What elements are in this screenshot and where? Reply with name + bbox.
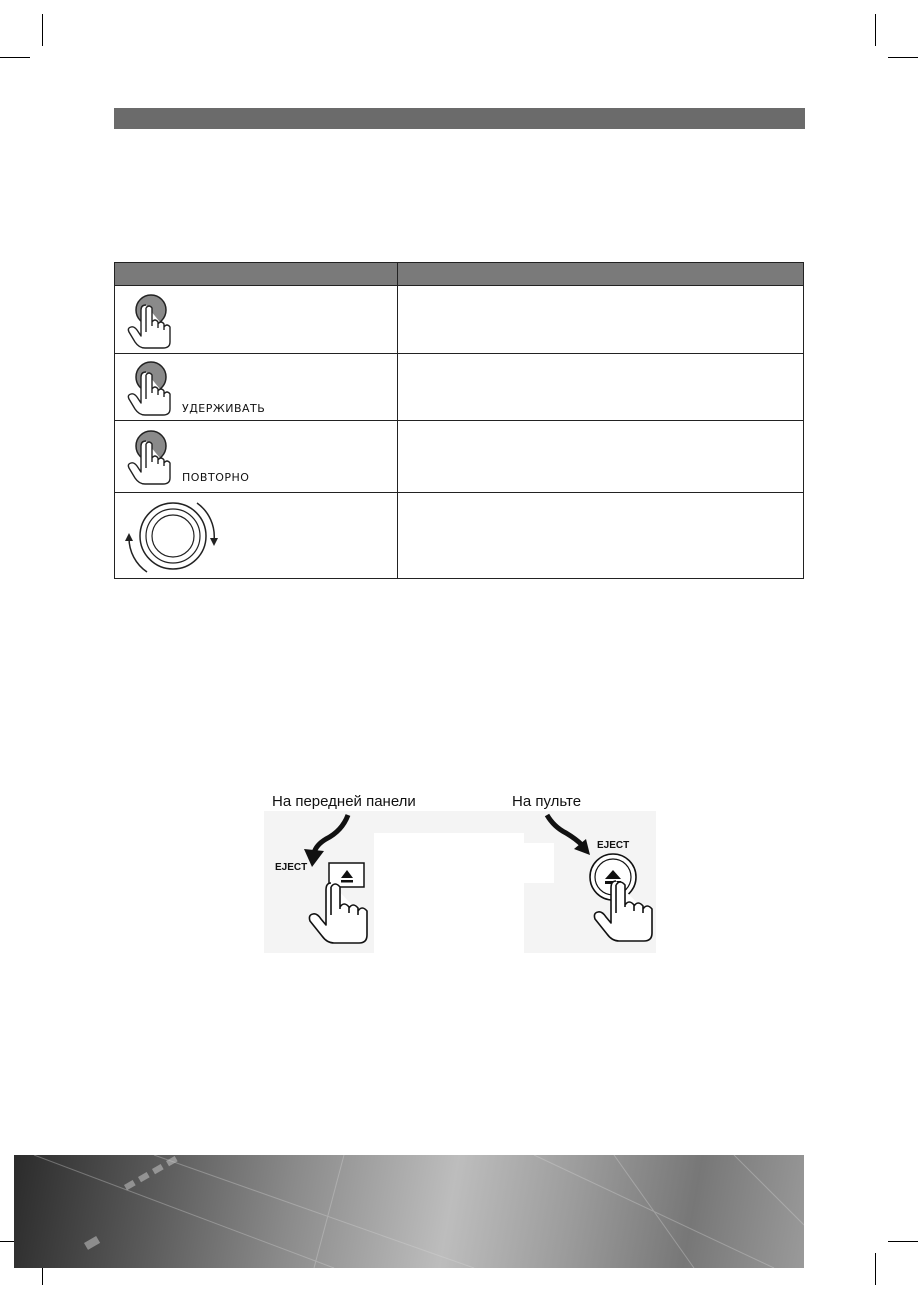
remote-label: На пульте [512,793,582,810]
table-row [115,286,804,354]
crop-mark [42,14,43,46]
table-row [115,354,804,421]
icon-cell [115,286,398,354]
icon-cell [115,354,398,421]
eject-illustration [264,793,656,953]
crop-mark [888,57,918,58]
repeat-mode-label: ПОВТОРНО [182,471,250,484]
footer-decorative-band [14,1155,804,1268]
rotary-knob-icon [115,493,245,579]
table-header-cell [115,263,398,286]
operations-table [114,262,804,579]
table-row [115,493,804,579]
description-cell [398,354,804,421]
footer-texture [14,1155,804,1268]
table-row [115,421,804,493]
hold-mode-label: УДЕРЖИВАТЬ [182,402,266,415]
eject-illustration-graphics [264,793,656,953]
description-cell [398,493,804,579]
crop-mark [888,1241,918,1242]
description-cell [398,421,804,493]
icon-cell [115,421,398,493]
section-header-bar [114,108,805,129]
front-eject-label: EJECT [275,862,308,873]
icon-cell [115,493,398,579]
front-panel-label: На передней панели [272,793,416,810]
crop-mark [875,1253,876,1285]
table-header-row [115,263,804,286]
press-finger-icon [115,286,235,354]
remote-eject-label: EJECT [597,840,630,851]
crop-mark [875,14,876,46]
crop-mark [0,57,30,58]
description-cell [398,286,804,354]
table-header-cell [398,263,804,286]
